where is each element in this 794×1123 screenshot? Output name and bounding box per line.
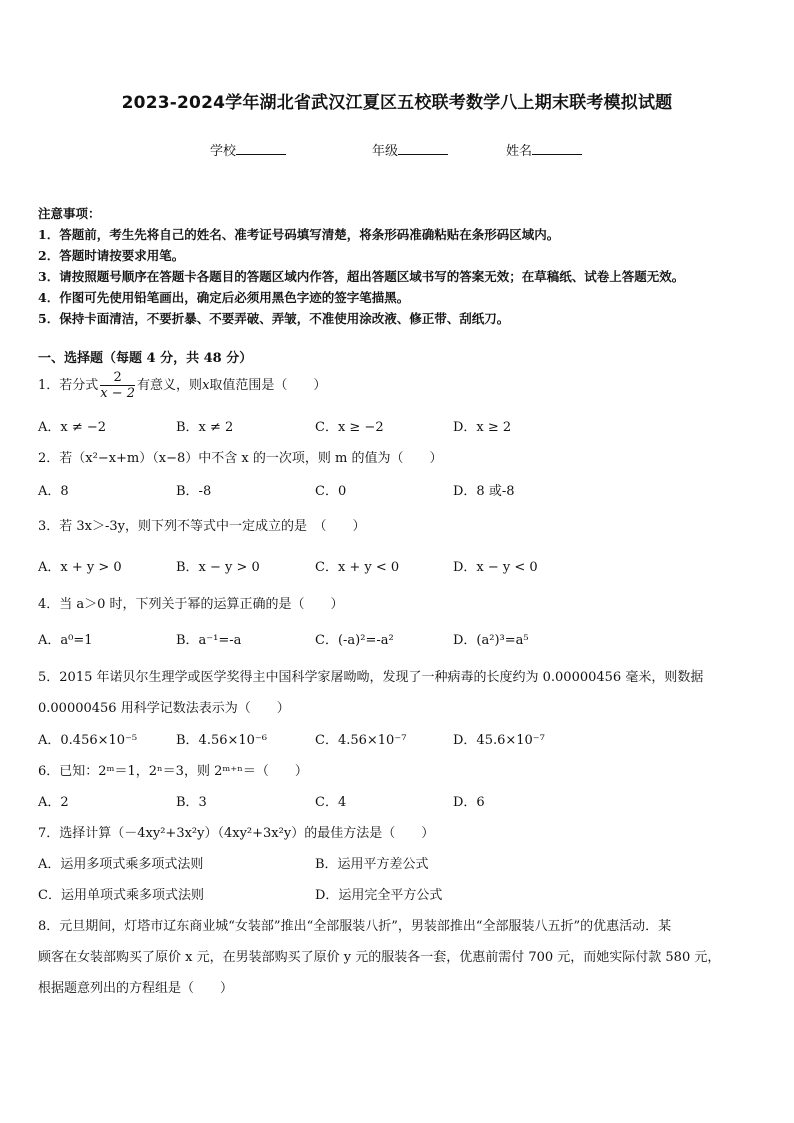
question-5-line-1: 5．2015 年诺贝尔生理学或医学奖得主中国科学家屠呦呦，发现了一种病毒的长度约为 0.00000456 毫米，则数据 <box>38 670 704 685</box>
question-1 <box>38 370 326 401</box>
question-8-line-2: 顾客在女装部购买了原价 x 元，在男装部购买了原价 y 元的服装各一套，优惠前需付 700 元，而她实际付款 580 元， <box>38 950 721 965</box>
school-label: 学校 <box>210 144 237 159</box>
question-5-line-2: 0.00000456 用科学记数法表示为（ ） <box>38 701 290 716</box>
q3-option-a: A．x + y > 0 <box>38 560 122 575</box>
q1-option-a: A．x ≠ −2 <box>38 420 107 435</box>
question-4: 4．当 a＞0 时，下列关于幂的运算正确的是（ ） <box>38 597 344 612</box>
q3-option-d: D．x − y < 0 <box>453 560 538 575</box>
q7-option-d: D．运用完全平方公式 <box>315 888 443 903</box>
q3-option-b: B．x − y > 0 <box>176 560 260 575</box>
note-item: 2．答题时请按要求用笔。 <box>38 248 185 263</box>
question-2: 2．若（x²−x+m）（x−8）中不含 x 的一次项，则 m 的值为（ ） <box>38 451 443 466</box>
question-3: 3．若 3x＞-3y，则下列不等式中一定成立的是 （ ） <box>38 519 366 534</box>
q4-option-c: C．(-a)²=-a² <box>315 633 394 648</box>
note-item: 1．答题前，考生先将自己的姓名、准考证号码填写清楚，将条形码准确粘贴在条形码区域内。 <box>38 227 560 242</box>
q2-option-d: D．8 或-8 <box>453 484 515 499</box>
q6-option-b: B．3 <box>176 795 207 810</box>
q1-var: x <box>202 378 210 393</box>
q4-option-a: A．a⁰=1 <box>38 633 93 648</box>
q4-option-d: D．(a²)³=a⁵ <box>453 633 529 648</box>
q1-post: 有意义，则 <box>137 378 203 393</box>
name-label: 姓名 <box>506 144 533 159</box>
note-item: 5．保持卡面清洁，不要折暴、不要弄破、弄皱，不准使用涂改液、修正带、刮纸刀。 <box>38 311 510 326</box>
q1-post2: 取值范围是（ ） <box>209 378 327 393</box>
q1-pre: 1．若分式 <box>38 378 99 393</box>
note-item: 4．作图可先使用铅笔画出，确定后必须用黑色字迹的签字笔描黑。 <box>38 290 410 305</box>
q1-option-c: C．x ≥ −2 <box>315 420 384 435</box>
grade-field <box>372 140 448 159</box>
q5-option-a: A．0.456×10⁻⁵ <box>38 733 138 748</box>
q6-option-c: C．4 <box>315 795 347 810</box>
q1-option-d: D．x ≥ 2 <box>453 420 512 435</box>
q1-fraction <box>100 370 135 401</box>
note-item: 3．请按照题号顺序在答题卡各题目的答题区域内作答，超出答题区域书写的答案无效；在草稿纸、试卷上答题无效。 <box>38 269 685 284</box>
question-8-line-3: 根据题意列出的方程组是（ ） <box>38 981 234 996</box>
q1-option-b: B．x ≠ 2 <box>176 420 234 435</box>
q1-frac-den: x − 2 <box>100 386 136 401</box>
grade-label: 年级 <box>372 144 399 159</box>
q2-option-b: B．-8 <box>176 484 212 499</box>
question-8-line-1: 8．元旦期间，灯塔市辽东商业城“女装部”推出“全部服装八折”，男装部推出“全部服装八五折”的优惠活动．某 <box>38 919 672 934</box>
name-blank <box>532 142 582 155</box>
q4-option-b: B．a⁻¹=-a <box>176 633 242 648</box>
grade-blank <box>398 142 448 155</box>
q7-option-b: B．运用平方差公式 <box>315 857 429 872</box>
name-field <box>506 140 582 159</box>
notes-heading: 注意事项： <box>38 206 101 221</box>
q6-option-a: A．2 <box>38 795 69 810</box>
q2-option-a: A．8 <box>38 484 69 499</box>
school-blank <box>236 142 286 155</box>
q5-option-d: D．45.6×10⁻⁷ <box>453 733 545 748</box>
q5-option-c: C．4.56×10⁻⁷ <box>315 733 407 748</box>
q6-option-d: D．6 <box>453 795 485 810</box>
q7-option-a: A．运用多项式乘多项式法则 <box>38 857 204 872</box>
notes-block <box>38 203 684 329</box>
q7-option-c: C．运用单项式乘多项式法则 <box>38 888 204 903</box>
page-title: 2023-2024学年湖北省武汉江夏区五校联考数学八上期末联考模拟试题 <box>121 93 673 113</box>
q5-option-b: B．4.56×10⁻⁶ <box>176 733 268 748</box>
q3-option-c: C．x + y < 0 <box>315 560 400 575</box>
question-6: 6．已知：2ᵐ＝1，2ⁿ＝3，则 2ᵐ⁺ⁿ＝（ ） <box>38 764 308 779</box>
q2-option-c: C．0 <box>315 484 347 499</box>
question-7: 7．选择计算（－4xy²+3x²y）（4xy²+3x²y）的最佳方法是（ ） <box>38 826 435 841</box>
school-field <box>210 140 286 159</box>
section-heading: 一、选择题（每题 4 分，共 48 分） <box>38 351 253 366</box>
q1-frac-num: 2 <box>100 370 135 386</box>
